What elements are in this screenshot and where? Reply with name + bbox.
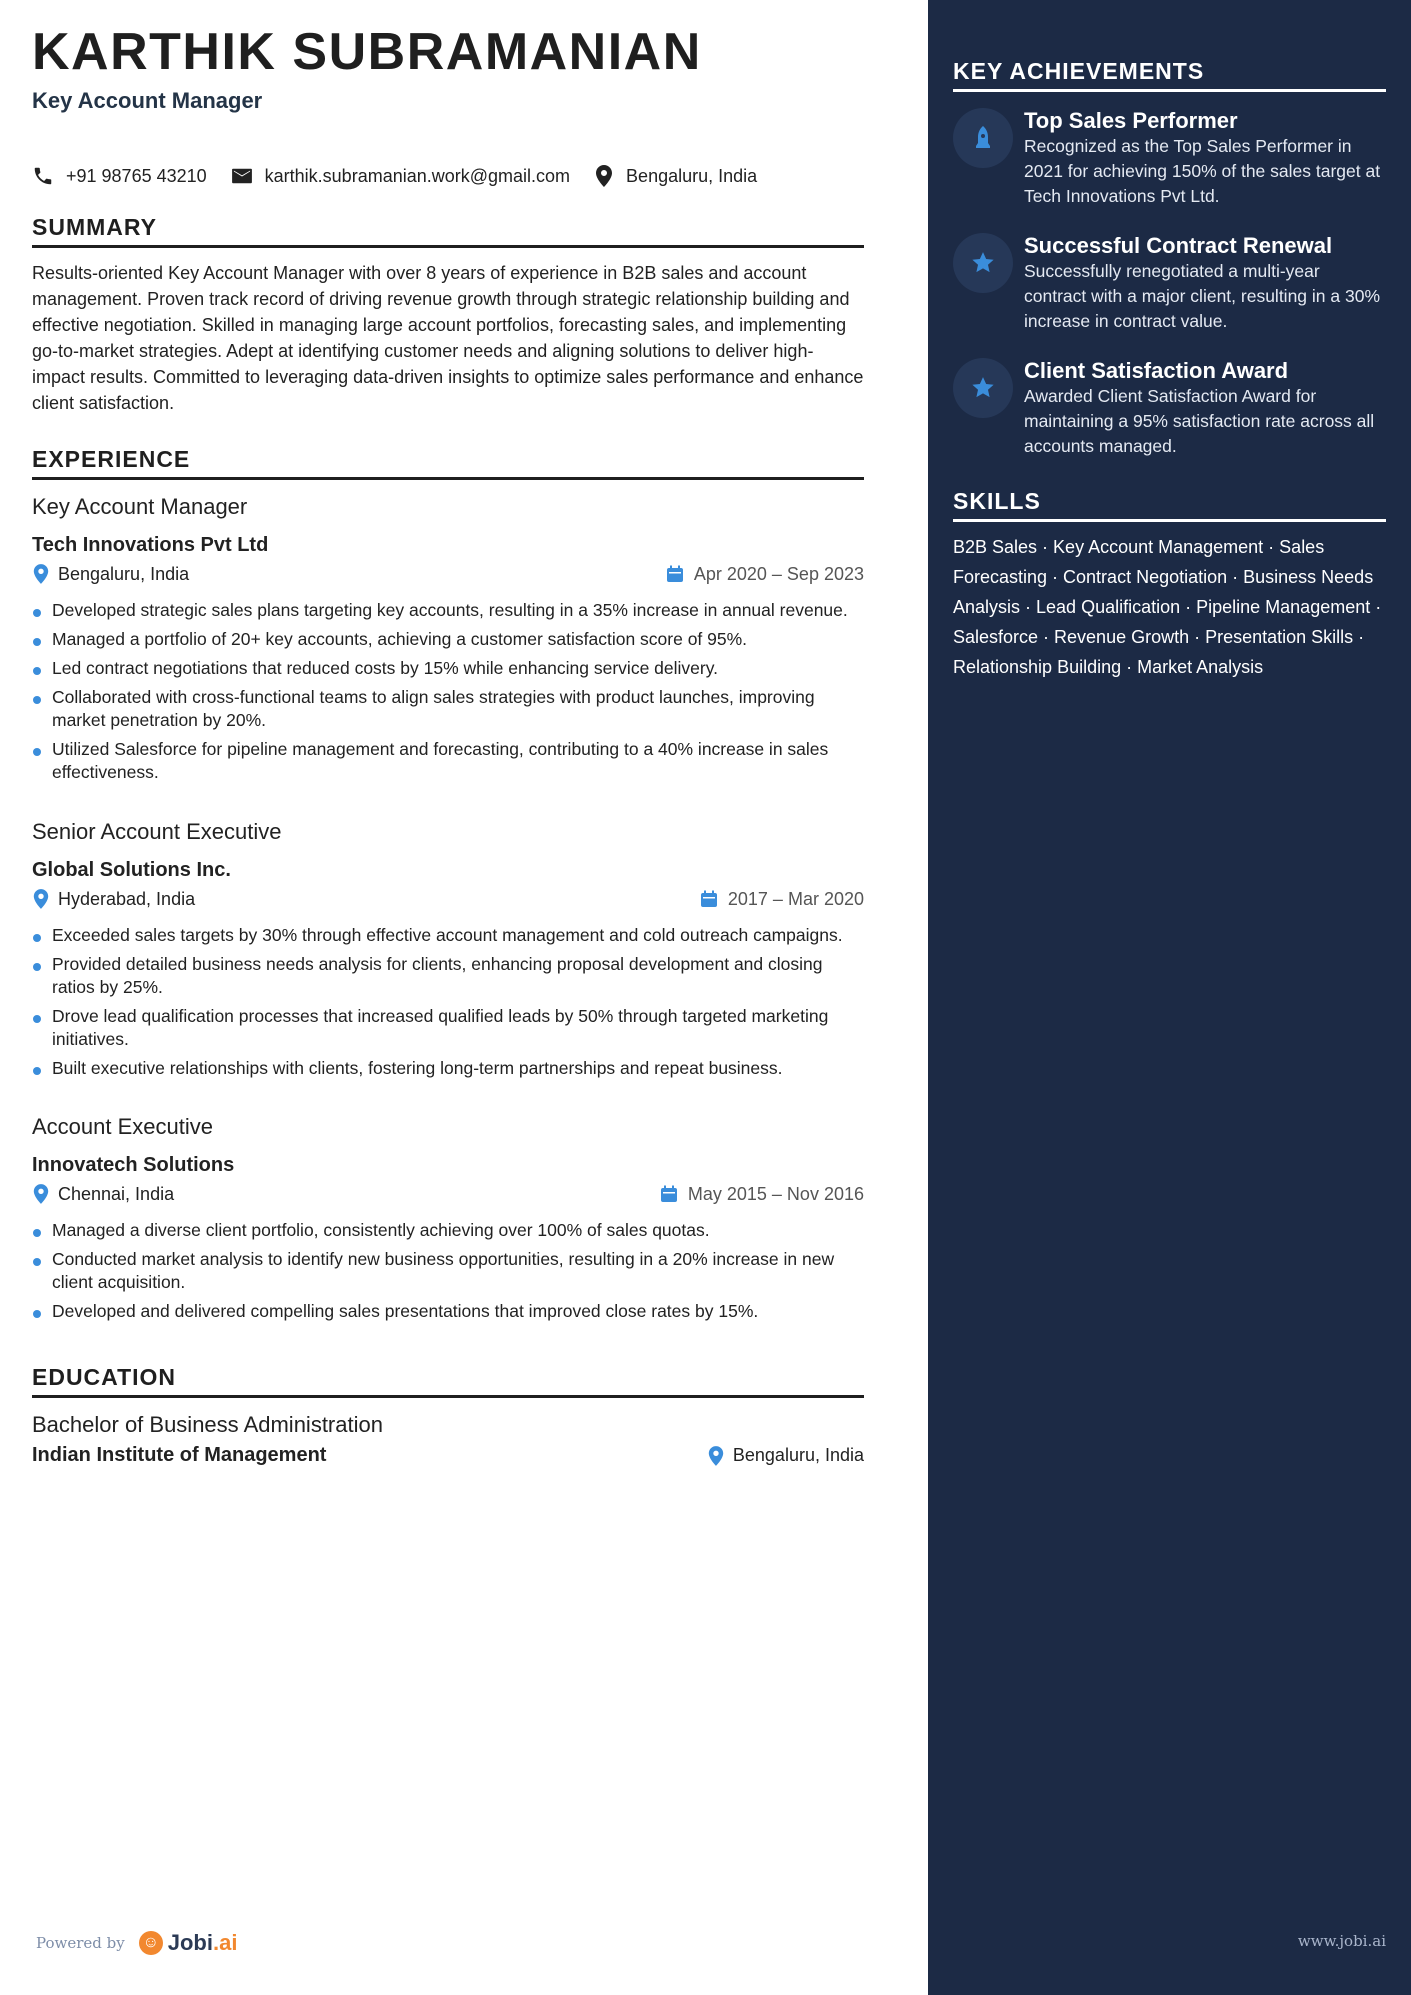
experience-heading: EXPERIENCE xyxy=(32,446,864,480)
powered-by-text: Powered by xyxy=(36,1934,125,1952)
phone-icon xyxy=(32,165,54,187)
job-dates xyxy=(660,1184,864,1205)
job-meta xyxy=(32,563,864,585)
job-title: Account Executive xyxy=(32,1114,213,1139)
jobi-logo-icon: ☺ xyxy=(139,1931,163,1955)
job-bullets xyxy=(32,599,864,784)
education-location-text: Bengaluru, India xyxy=(732,1445,864,1465)
achievements-section xyxy=(953,58,1386,92)
achievement-title: Client Satisfaction Award xyxy=(1024,358,1289,383)
sidebar xyxy=(928,0,1411,1995)
job-location-text: Bengaluru, India xyxy=(58,563,190,584)
achievement-desc: Successfully renegotiated a multi-year contract with a major client, resulting in a 30% increase in contract value. xyxy=(1024,261,1380,331)
star-icon xyxy=(953,358,1013,418)
location-text: Bengaluru, India xyxy=(626,165,758,186)
bullet-item: Built executive relationships with clients, fostering long-term partnerships and repeat business. xyxy=(32,1057,864,1080)
job-dates-text: Apr 2020 – Sep 2023 xyxy=(693,563,864,584)
jobi-logo[interactable] xyxy=(139,1930,238,1956)
achievement-desc: Awarded Client Satisfaction Award for maintaining a 95% satisfaction rate across all accounts managed. xyxy=(1024,386,1375,456)
calendar-icon xyxy=(666,565,684,583)
bullet-item: Provided detailed business needs analysis for clients, enhancing proposal development and closing ratios by 25%. xyxy=(32,953,864,999)
job-dates-text: 2017 – Mar 2020 xyxy=(727,888,864,909)
job-title: Senior Account Executive xyxy=(32,819,282,844)
job-entry xyxy=(32,819,864,1086)
education-degree: Bachelor of Business Administration xyxy=(32,1412,383,1437)
bullet-item: Exceeded sales targets by 30% through effective account management and cold outreach campaigns. xyxy=(32,924,864,947)
candidate-title: Key Account Manager xyxy=(32,88,263,113)
phone-text: +91 98765 43210 xyxy=(66,165,207,186)
calendar-icon xyxy=(700,890,718,908)
company-name: Innovatech Solutions xyxy=(32,1154,235,1176)
email-icon xyxy=(231,167,253,185)
education-heading: EDUCATION xyxy=(32,1364,864,1398)
star-icon xyxy=(953,233,1013,293)
bullet-item: Developed strategic sales plans targeting key accounts, resulting in a 35% increase in annual revenue. xyxy=(32,599,864,622)
job-location xyxy=(32,1183,174,1205)
calendar-icon xyxy=(660,1185,678,1203)
bullet-item: Utilized Salesforce for pipeline management and forecasting, contributing to a 40% increase in sales effectiveness. xyxy=(32,738,864,784)
bullet-item: Managed a diverse client portfolio, consistently achieving over 100% of sales quotas. xyxy=(32,1219,864,1242)
contact-phone[interactable] xyxy=(32,165,207,187)
achievement-body xyxy=(1024,108,1386,209)
job-bullets xyxy=(32,1219,864,1323)
bullet-item: Conducted market analysis to identify new business opportunities, resulting in a 20% increase in new client acquisition. xyxy=(32,1248,864,1294)
location-pin-icon xyxy=(594,164,614,188)
logo-suffix: .ai xyxy=(212,1930,238,1955)
achievement-body xyxy=(1024,233,1386,334)
job-entry xyxy=(32,494,864,790)
summary-section xyxy=(32,214,864,416)
achievement-title: Successful Contract Renewal xyxy=(1024,233,1333,258)
contact-bar xyxy=(32,164,781,188)
contact-email[interactable] xyxy=(231,166,570,187)
job-dates xyxy=(700,889,864,910)
job-entry xyxy=(32,1114,864,1329)
job-dates-text: May 2015 – Nov 2016 xyxy=(687,1183,864,1204)
email-text: karthik.subramanian.work@gmail.com xyxy=(264,165,571,186)
bullet-item: Drove lead qualification processes that increased qualified leads by 50% through targeted marketing initiatives. xyxy=(32,1005,864,1051)
achievement-body xyxy=(1024,358,1386,459)
education-row xyxy=(32,1444,864,1467)
logo-main: Jobi xyxy=(167,1930,213,1955)
candidate-name: KARTHIK SUBRAMANIAN xyxy=(32,23,702,81)
job-meta xyxy=(32,888,864,910)
summary-heading: SUMMARY xyxy=(32,214,864,248)
job-dates xyxy=(666,564,864,585)
education-section xyxy=(32,1364,864,1467)
job-location-text: Chennai, India xyxy=(58,1183,175,1204)
achievement-item xyxy=(953,233,1386,334)
website-link[interactable]: www.jobi.ai xyxy=(1297,1932,1386,1950)
achievements-heading: KEY ACHIEVEMENTS xyxy=(953,58,1386,92)
achievement-item xyxy=(953,358,1386,459)
achievement-desc: Recognized as the Top Sales Performer in 2021 for achieving 150% of the sales target at Tech Innovations Pvt Ltd. xyxy=(1024,136,1381,206)
job-location xyxy=(32,563,189,585)
achievement-item xyxy=(953,108,1386,209)
bullet-item: Developed and delivered compelling sales presentations that improved close rates by 15%. xyxy=(32,1300,864,1323)
bullet-item: Collaborated with cross-functional teams to align sales strategies with product launches, improving market penetration by 20%. xyxy=(32,686,864,732)
powered-by xyxy=(36,1930,237,1956)
skills-list: B2B Sales · Key Account Management · Sales Forecasting · Contract Negotiation · Business Needs Analysis · Lead Qualification · Pipeline Management · Salesforce · Revenue Growth · Presentation Skills · Relationship Building · Market Analysis xyxy=(953,537,1382,677)
education-school: Indian Institute of Management xyxy=(32,1444,327,1466)
location-pin-icon xyxy=(32,888,50,910)
contact-location xyxy=(594,164,757,188)
job-location xyxy=(32,888,195,910)
company-name: Global Solutions Inc. xyxy=(32,859,231,881)
experience-section xyxy=(32,446,864,480)
bullet-item: Managed a portfolio of 20+ key accounts, achieving a customer satisfaction score of 95%. xyxy=(32,628,864,651)
education-location xyxy=(707,1445,864,1467)
skills-section xyxy=(953,488,1386,682)
company-name: Tech Innovations Pvt Ltd xyxy=(32,534,269,556)
bullet-item: Led contract negotiations that reduced costs by 15% while enhancing service delivery. xyxy=(32,657,864,680)
achievement-title: Top Sales Performer xyxy=(1024,108,1238,133)
location-pin-icon xyxy=(707,1445,725,1467)
location-pin-icon xyxy=(32,563,50,585)
location-pin-icon xyxy=(32,1183,50,1205)
job-title: Key Account Manager xyxy=(32,494,248,519)
job-meta xyxy=(32,1183,864,1205)
summary-text: Results-oriented Key Account Manager with over 8 years of experience in B2B sales and account management. Proven track record of driving revenue growth through strategic relationship building and effective negotiation. Skilled in managing large account portfolios, forecasting sales, and implementing go-to-market strategies. Adept at identifying customer needs and aligning solutions to deliver high-impact results. Committed to leveraging data-driven insights to optimize sales performance and enhance client satisfaction. xyxy=(32,263,864,413)
job-bullets xyxy=(32,924,864,1080)
rocket-icon xyxy=(953,108,1013,168)
skills-heading: SKILLS xyxy=(953,488,1386,522)
job-location-text: Hyderabad, India xyxy=(58,888,196,909)
